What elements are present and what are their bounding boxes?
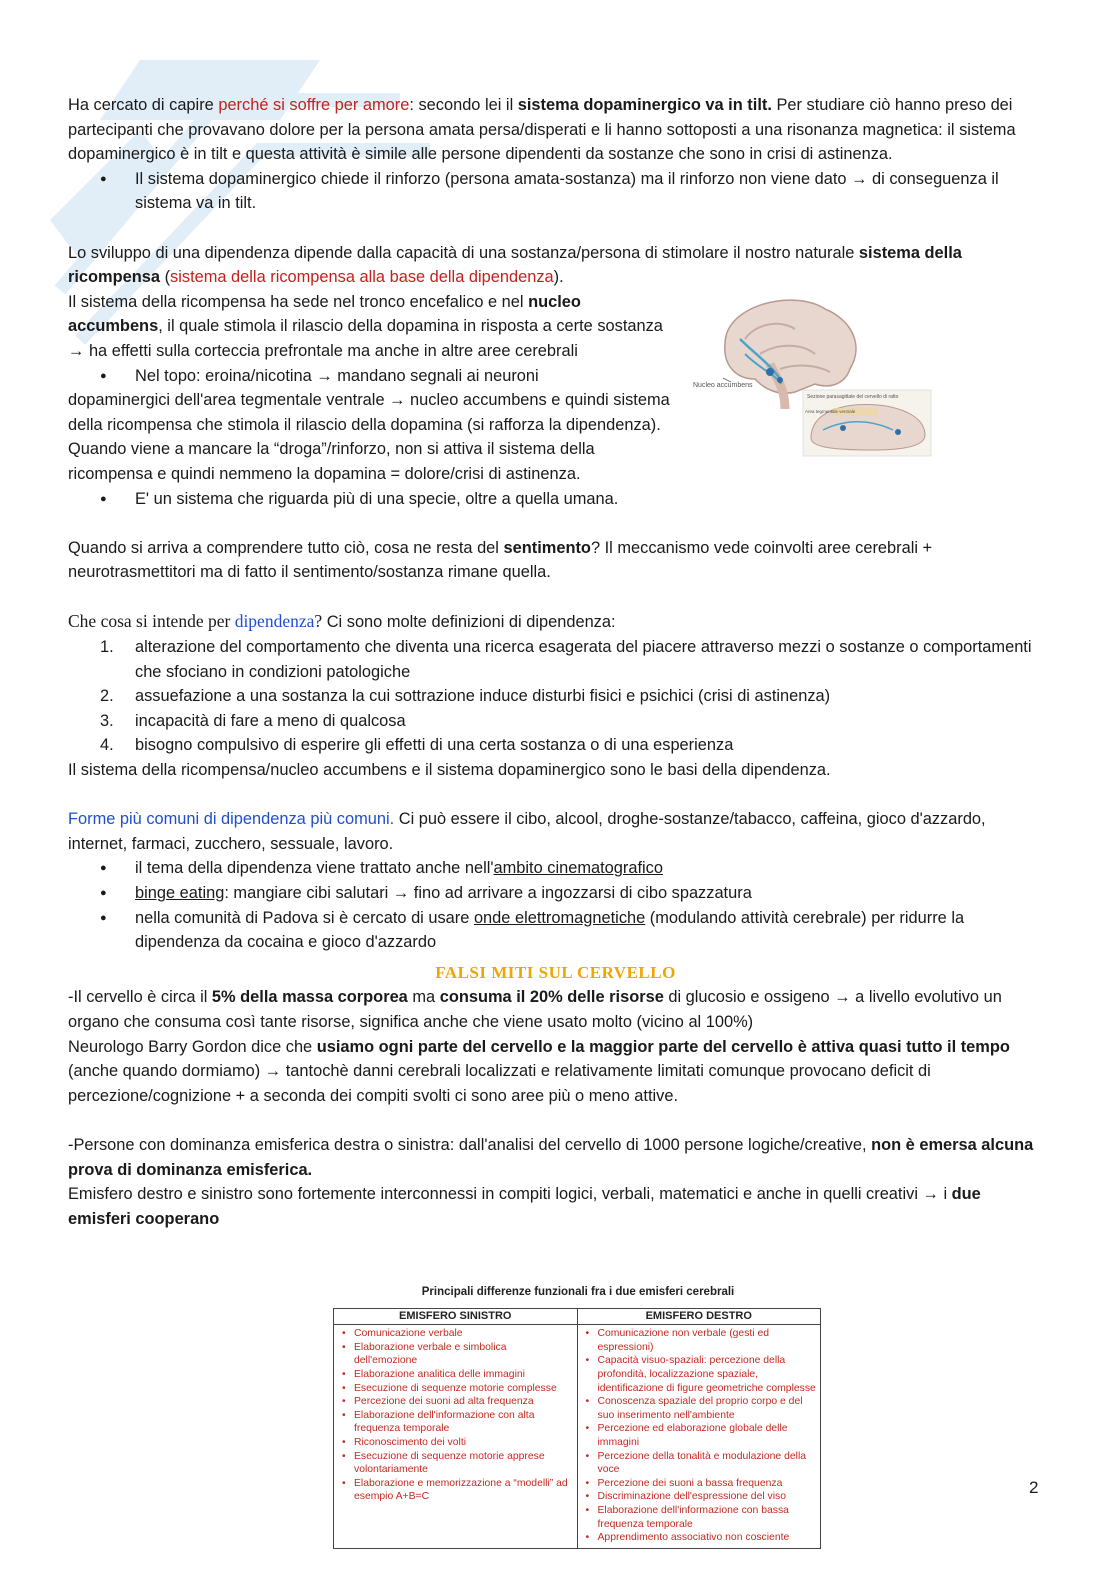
table-cell-item: • Comunicazione non verbale (gesti ed espressioni) — [582, 1327, 817, 1354]
table-cell-item: • Percezione dei suoni ad alta frequenza — [338, 1395, 573, 1409]
table-cell-item: • Percezione ed elaborazione globale delle immagini — [582, 1422, 817, 1449]
list-item: ● Nel topo: eroina/nicotina → mandano segnali ai neuroni — [68, 364, 1043, 389]
table-column-left — [334, 1325, 578, 1549]
table-cell-item: • Percezione dei suoni a bassa frequenza — [582, 1477, 817, 1491]
hemisphere-table — [333, 1308, 821, 1549]
paragraph-dominance: -Persone con dominanza emisferica destra o sinistra: dall'analisi del cervello di 1000 persone logiche/creative, non è emersa alcuna prova di dominanza emisferica. — [68, 1135, 1034, 1179]
bullet-list — [68, 487, 1043, 512]
list-item: ● E' un sistema che riguarda più di una specie, oltre a quella umana. — [68, 487, 1043, 512]
table-cell-item: • Elaborazione dell'informazione con bassa frequenza temporale — [582, 1504, 817, 1531]
figure-label-area: Area tegmentale ventrale — [805, 408, 856, 414]
table-title: Principali differenze funzionali fra i due emisferi cerebrali — [421, 1286, 735, 1298]
table-cell-item: • Elaborazione e memorizzazione a “modelli” ad esempio A+B=C — [338, 1477, 573, 1504]
list-item: ● binge eating: mangiare cibi salutari → fino ad arrivare a ingozzarsi di cibo spazzatura — [68, 881, 1043, 906]
paragraph-brain-mass: -Il cervello è circa il 5% della massa corporea ma consuma il 20% delle risorse di glucosio e ossigeno → a livello evolutivo un organo che consuma così tante risorse, significa anche che viene usato molto (vicino al 100%) — [68, 988, 1002, 1031]
list-item: 3. incapacità di fare a meno di qualcosa — [100, 711, 406, 730]
list-item: ● Il sistema dopaminergico chiede il rinforzo (persona amata-sostanza) ma il rinforzo non viene dato → di conseguenza il sistema va in tilt. — [68, 167, 1043, 216]
list-item: 4. bisogno compulsivo di esperire gli effetti di una certa sostanza o di una esperienza — [100, 736, 734, 755]
table-cell-item: • Elaborazione analitica delle immagini — [338, 1368, 573, 1382]
table-cell-item: • Conoscenza spaziale del proprio corpo e del suo inserimento nell'ambiente — [582, 1395, 817, 1422]
figure-label-nucleus: Nucleo accumbens — [693, 381, 753, 389]
table-cell-item: • Discriminazione dell'espressione del viso — [582, 1490, 817, 1504]
list-item: ● nella comunità di Padova si è cercato di usare onde elettromagnetiche (modulando attività cerebrale) per ridurre la dipendenza da cocaina e gioco d'azzardo — [68, 906, 1043, 955]
bullet-list — [68, 364, 1043, 389]
paragraph-reward-system: Il sistema della ricompensa ha sede nel tronco encefalico e nel nucleo accumbens, il quale stimola il rilascio della dopamina in risposta a certe sostanza → ha effetti sulla corteccia prefrontale ma anche in altre aree cerebrali — [68, 292, 663, 360]
table-cell-item: • Elaborazione verbale e simbolica dell'emozione — [338, 1341, 573, 1368]
table-column-right — [577, 1325, 821, 1549]
page-number: 2 — [1029, 1478, 1039, 1497]
table-cell-item: • Apprendimento associativo non cosciente — [582, 1531, 817, 1545]
hemisphere-table-figure — [333, 1280, 823, 1549]
table-cell-item: • Capacità visuo-spaziali: percezione della profondità, localizzazione spaziale, identificazione di figure geometriche complesse — [582, 1354, 817, 1395]
list-item: 2. assuefazione a una sostanza la cui sottrazione induce disturbi fisici e psichici (crisi di astinenza) — [100, 687, 831, 706]
bullet-list — [68, 167, 1043, 216]
table-header-left: EMISFERO SINISTRO — [334, 1308, 578, 1325]
table-cell-item: • Elaborazione dell'informazione con alta frequenza temporale — [338, 1409, 573, 1436]
table-cell-item: • Riconoscimento dei volti — [338, 1436, 573, 1450]
list-item: 1. alterazione del comportamento che diventa una ricerca esagerata del piacere attraverso mezzi o sostanze o comportamenti che sfociano in condizioni patologiche — [100, 638, 1032, 681]
main-text-column — [68, 93, 1043, 1231]
table-cell-item: • Comunicazione verbale — [338, 1327, 573, 1341]
paragraph-addiction-development: Lo sviluppo di una dipendenza dipende dalla capacità di una sostanza/persona di stimolare il nostro naturale sistema della ricompensa (sistema della ricompensa alla base della dipendenza). — [68, 243, 962, 287]
paragraph-definition: Che cosa si intende per dipendenza? Ci sono molte definizioni di dipendenza: — [68, 611, 616, 632]
bullet-list — [68, 856, 1043, 954]
definition-list — [68, 635, 1043, 758]
table-header-right: EMISFERO DESTRO — [577, 1308, 821, 1325]
figure-label-section: Sezione parasagittale del cervello di ratto — [807, 393, 899, 400]
table-cell-item: • Esecuzione di sequenze motorie complesse — [338, 1382, 573, 1396]
table-cell-item: • Percezione della tonalità e modulazione della voce — [582, 1450, 817, 1477]
table-cell-item: • Esecuzione di sequenze motorie apprese volontariamente — [338, 1450, 573, 1477]
paragraph-dopamine-continuation: dopaminergici dell'area tegmentale ventrale → nucleo accumbens e quindi sistema della ricompensa che stimola il rilascio della dopamina (si rafforza la dipendenza). Quando viene a mancare la “droga”/rinforzo, non si attiva il sistema della ricompensa e quindi nemmeno la dopamina = dolore/crisi di astinenza. — [68, 391, 670, 483]
paragraph-gordon: Neurologo Barry Gordon dice che usiamo ogni parte del cervello e la maggior parte del cervello è attiva quasi tutto il tempo (anche quando dormiamo) → tantochè danni cerebrali localizzati e relativamente limitati comunque provocano deficit di percezione/cognizione + a seconda dei compiti svolti ci sono aree più o meno attive. — [68, 1037, 1010, 1105]
paragraph-cooperation: Emisfero destro e sinistro sono fortemente interconnessi in compiti logici, verbali, matematici e anche in quelli creativi → i due emisferi cooperano — [68, 1185, 981, 1228]
section-heading: FALSI MITI SUL CERVELLO — [435, 962, 676, 982]
list-item: ● il tema della dipendenza viene trattato anche nell'ambito cinematografico — [68, 856, 1043, 881]
paragraph-common-forms: Forme più comuni di dipendenza più comuni. Ci può essere il cibo, alcool, droghe-sostanze/tabacco, caffeina, gioco d'azzardo, internet, farmaci, zucchero, sessuale, lavoro. — [68, 810, 986, 853]
paragraph-basis: Il sistema della ricompensa/nucleo accumbens e il sistema dopaminergico sono le basi della dipendenza. — [68, 761, 831, 780]
paragraph-feeling: Quando si arriva a comprendere tutto ciò, cosa ne resta del sentimento? Il meccanismo vede coinvolti aree cerebrali + neurotrasmettitori ma di fatto il sentimento/sostanza rimane quella. — [68, 538, 933, 582]
paragraph-love-suffering: Ha cercato di capire perché si soffre per amore: secondo lei il sistema dopaminergico va in tilt. Per studiare ciò hanno preso dei partecipanti che provavano dolore per la persona amata persa/disperati e li hanno sottoposti a una risonanza magnetica: il sistema dopaminergico è in tilt e questa attività è simile alle persone dipendenti da sostanze che sono in crisi di astinenza. — [68, 96, 1016, 164]
